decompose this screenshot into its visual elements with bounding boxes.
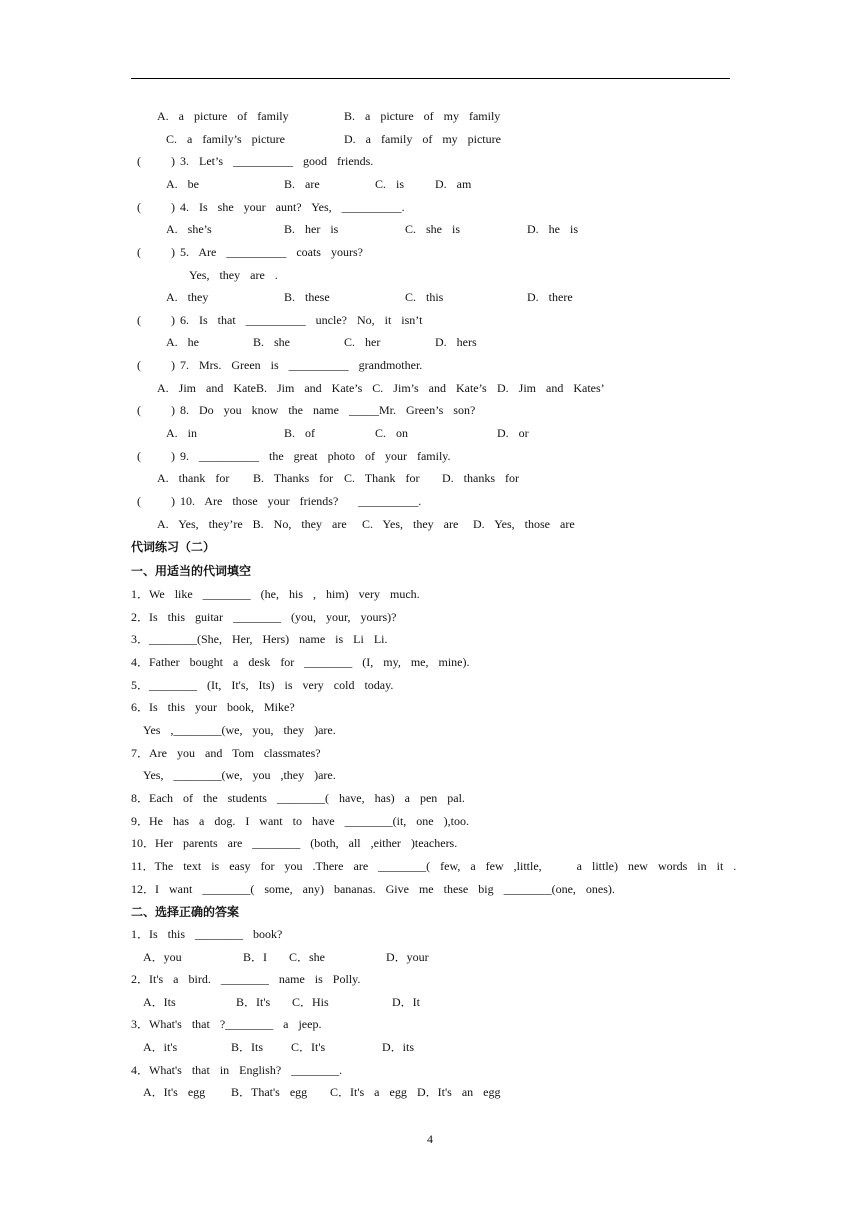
text-line: A. she’s	[166, 222, 212, 236]
text-line: D．your	[386, 950, 429, 964]
text-line: C．It's	[291, 1040, 326, 1054]
text-line: 2．Is this guitar ________ (you, your, yours)?	[131, 610, 397, 624]
text-line: A. thank for	[157, 471, 230, 485]
text-line: 8．Each of the students ________( have, has) a pen pal.	[131, 791, 465, 805]
text-line: 1．Is this ________ book?	[131, 927, 283, 941]
text-line: C. her	[344, 335, 381, 349]
header-rule	[131, 78, 730, 79]
text-line: A. he	[166, 335, 199, 349]
text-line: D．It	[392, 995, 420, 1009]
section-heading: 一、用适当的代词填空	[131, 564, 252, 578]
text-line: D．its	[382, 1040, 415, 1054]
text-line: 3．What's that ?________ a jeep.	[131, 1017, 322, 1031]
text-line: D. or	[497, 426, 529, 440]
text-line: ( ) 10. Are those your friends? __________.	[137, 494, 422, 508]
text-line: ( ) 5. Are __________ coats yours?	[137, 245, 363, 259]
text-line: ( ) 7. Mrs. Green is __________ grandmother.	[137, 358, 423, 372]
text-line: 6．Is this your book, Mike?	[131, 700, 295, 714]
text-line: 4．What's that in English? ________.	[131, 1063, 343, 1077]
text-line: C. a family’s picture	[166, 132, 285, 146]
text-line: 7．Are you and Tom classmates?	[131, 746, 321, 760]
text-line: B．Its	[231, 1040, 264, 1054]
text-line: C. on	[375, 426, 409, 440]
text-line: C. is	[375, 177, 405, 191]
text-line: B. she	[253, 335, 290, 349]
text-line: D. Jim and Kates’	[497, 381, 605, 395]
text-line: D. there	[527, 290, 573, 304]
text-line: D. Yes, those are	[473, 517, 575, 531]
text-line: 10．Her parents are ________ (both, all ,either )teachers.	[131, 836, 458, 850]
text-line: D. am	[435, 177, 472, 191]
text-line: 11．The text is easy for you .There are ________( few, a few ,little, a little) new words in it .	[131, 859, 737, 873]
text-line: C．It's a egg	[330, 1085, 407, 1099]
text-line: B. a picture of my family	[344, 109, 501, 123]
text-line: 5．________ (It, It's, Its) is very cold today.	[131, 678, 394, 692]
page-number: 4	[427, 1132, 433, 1146]
text-line: A．it's	[143, 1040, 178, 1054]
text-line: C．she	[289, 950, 326, 964]
text-line: Yes, ________(we, you ,they )are.	[143, 768, 336, 782]
section-heading: 代词练习（二）	[131, 540, 216, 554]
text-line: 3．________(She, Her, Hers) name is Li Li.	[131, 632, 388, 646]
text-line: B. of	[284, 426, 315, 440]
text-line: 9．He has a dog. I want to have ________(it, one ),too.	[131, 814, 469, 828]
text-line: Yes ,________(we, you, they )are.	[143, 723, 336, 737]
text-line: B．It's	[236, 995, 271, 1009]
text-line: B. these	[284, 290, 330, 304]
text-line: ( ) 4. Is she your aunt? Yes, __________.	[137, 200, 405, 214]
text-line: D. hers	[435, 335, 477, 349]
text-line: A．Its	[143, 995, 176, 1009]
text-line: Yes, they are .	[189, 268, 278, 282]
text-line: D. thanks for	[442, 471, 519, 485]
text-line: A. be	[166, 177, 199, 191]
text-line: A. in	[166, 426, 197, 440]
text-line: A. a picture of family	[157, 109, 289, 123]
text-line: A. they	[166, 290, 209, 304]
text-line: B. Thanks for	[253, 471, 334, 485]
text-line: ( ) 8. Do you know the name _____Mr. Green’s son?	[137, 403, 476, 417]
text-line: A. Yes, they’re B. No, they are	[157, 517, 347, 531]
text-line: A．you	[143, 950, 182, 964]
text-line: C. Thank for	[344, 471, 420, 485]
text-line: ( ) 3. Let’s __________ good friends.	[137, 154, 374, 168]
text-line: D．It's an egg	[417, 1085, 501, 1099]
text-line: C. Yes, they are	[362, 517, 459, 531]
text-line: B. her is	[284, 222, 339, 236]
text-line: C. this	[405, 290, 444, 304]
text-line: C．His	[292, 995, 329, 1009]
text-line: D. he is	[527, 222, 578, 236]
text-line: C. she is	[405, 222, 461, 236]
text-line: A. Jim and KateB. Jim and Kate’s C. Jim’s and Kate’s	[157, 381, 487, 395]
text-line: A．It's egg	[143, 1085, 206, 1099]
text-line: 4．Father bought a desk for ________ (I, my, me, mine).	[131, 655, 470, 669]
text-line: B. are	[284, 177, 320, 191]
text-line: 1．We like ________ (he, his , him) very much.	[131, 587, 420, 601]
text-line: 12．I want ________( some, any) bananas. Give me these big ________(one, ones).	[131, 882, 615, 896]
text-line: B．I	[243, 950, 268, 964]
section-heading: 二、选择正确的答案	[131, 905, 240, 919]
text-line: ( ) 9. __________ the great photo of your family.	[137, 449, 451, 463]
text-line: B．That's egg	[231, 1085, 308, 1099]
text-line: D. a family of my picture	[344, 132, 501, 146]
text-line: 2．It's a bird. ________ name is Polly.	[131, 972, 361, 986]
text-line: ( ) 6. Is that __________ uncle? No, it isn’t	[137, 313, 423, 327]
